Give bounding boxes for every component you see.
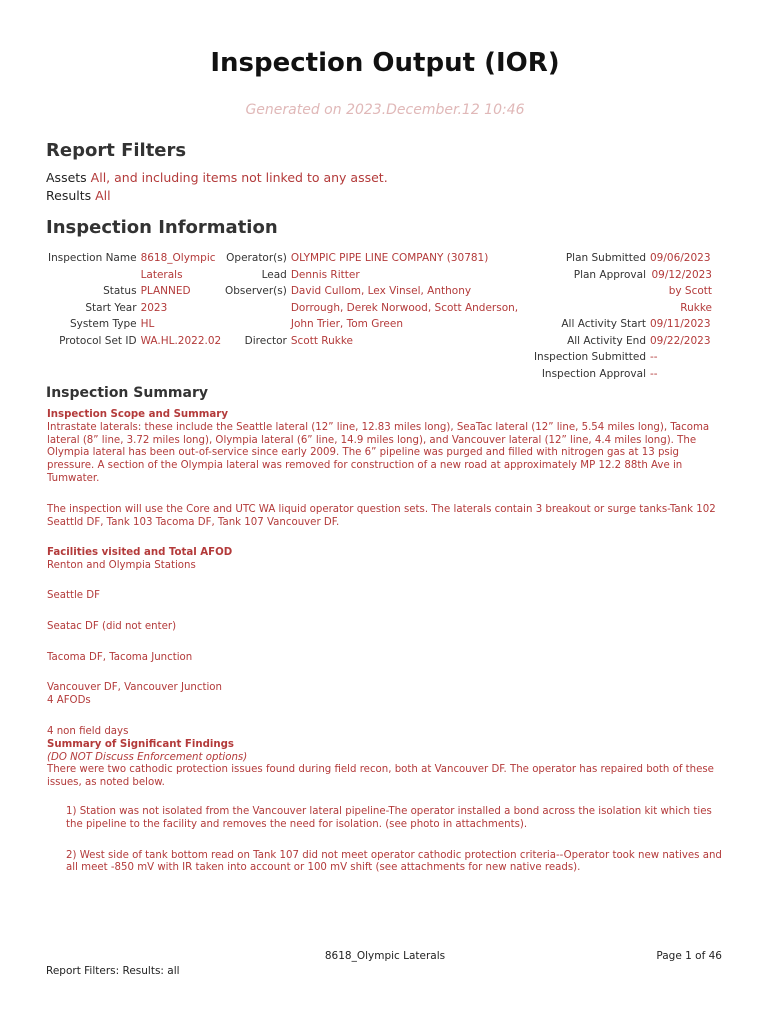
activity-start-value: 09/11/2023 <box>650 318 711 330</box>
findings-heading: Summary of Significant Findings <box>47 738 234 750</box>
info-label: All Activity Start <box>561 318 646 330</box>
info-label: Director <box>244 334 287 347</box>
report-filters-heading: Report Filters <box>46 140 187 161</box>
facility-item: Vancouver DF, Vancouver Junction <box>47 682 222 694</box>
inspection-name-value: 8618_Olympic Laterals <box>140 252 216 281</box>
info-label: Inspection Name <box>48 252 137 264</box>
assets-label: Assets <box>46 170 87 185</box>
footer-report-filters: Report Filters: Results: all <box>46 965 180 977</box>
facilities-heading: Facilities visited and Total AFOD <box>47 547 233 559</box>
protocol-set-value: WA.HL.2022.02 <box>140 334 222 347</box>
finding-item: 1) Station was not isolated from the Vancouver lateral pipeline-The operator installed a bond across the isolation kit which ties the pipeline to the facility and removes the need for isolation. (see photo in attachments). <box>66 805 712 830</box>
info-label: Plan Approval <box>573 268 646 281</box>
start-year-value: 2023 <box>140 301 168 314</box>
results-label: Results <box>46 188 92 203</box>
page-title: Inspection Output (IOR) <box>210 48 560 78</box>
info-label: Operator(s) <box>226 252 287 264</box>
footer-inspection-name: 8618_Olympic Laterals <box>324 950 446 962</box>
generated-timestamp: Generated on 2023.December.12 10:46 <box>245 102 525 118</box>
info-row <box>48 333 221 350</box>
info-row <box>48 283 221 300</box>
finding-item: 2) West side of tank bottom read on Tank 107 did not meet operator cathodic protection criteria--Operator took new natives and all meet -850 mV with IR taken into account or 100 mV shift (see attachments for new native reads). <box>66 849 722 874</box>
info-label: Plan Submitted <box>565 252 646 264</box>
info-label: Start Year <box>85 301 137 314</box>
page-number: Page 1 of 46 <box>656 950 722 962</box>
inspection-summary-body <box>47 409 725 875</box>
inspection-information-heading: Inspection Information <box>46 217 278 238</box>
scope-paragraph: The inspection will use the Core and UTC WA liquid operator question sets. The laterals contain 3 breakout or surge tanks-Tank 102 Seattld DF, Tank 103 Tacoma DF, Tank 107 Vancouver DF. <box>47 503 716 528</box>
info-row <box>48 250 221 283</box>
info-row <box>534 316 712 333</box>
info-column-3 <box>534 250 712 382</box>
lead-value: Dennis Ritter <box>290 268 360 281</box>
system-type-value: HL <box>140 318 155 330</box>
info-row <box>225 250 526 267</box>
results-filter-line <box>46 188 111 203</box>
facility-item: Tacoma DF, Tacoma Junction <box>47 651 193 663</box>
findings-note: (DO NOT Discuss Enforcement options) <box>47 751 248 763</box>
activity-end-value: 09/22/2023 <box>650 334 711 347</box>
results-value: All <box>95 188 111 203</box>
info-row <box>48 300 221 317</box>
operator-value: OLYMPIC PIPE LINE COMPANY (30781) <box>290 252 489 264</box>
facility-item: 4 non field days <box>47 725 129 737</box>
info-row <box>534 267 712 317</box>
status-value: PLANNED <box>140 285 191 297</box>
info-label: Status <box>103 285 137 297</box>
facility-item: Seattle DF <box>47 589 101 601</box>
assets-value: All, and including items not linked to any asset. <box>90 170 388 185</box>
info-label: Protocol Set ID <box>59 334 137 347</box>
facility-item: Seatac DF (did not enter) <box>47 620 177 632</box>
info-column-1 <box>48 250 221 349</box>
scope-heading: Inspection Scope and Summary <box>47 409 228 420</box>
info-label: Inspection Submitted <box>533 351 646 363</box>
info-column-2 <box>225 250 526 349</box>
findings-intro: There were two cathodic protection issues found during field recon, both at Vancouver DF. The operator has repaired both of these issues, as noted below. <box>47 764 714 789</box>
assets-filter-line <box>46 170 388 185</box>
info-label: Observer(s) <box>225 285 287 297</box>
scope-paragraph: Intrastate laterals: these include the Seattle lateral (12” line, 12.83 miles long), SeaTac lateral (12” line, 5.54 miles long), Tacoma lateral (8” line, 3.72 miles long), Olympia lateral (6” line, 14.9 miles long), and Vancouver lateral (12” line, 4.4 miles long). The Olympia lateral has been out-of-service since early 2009. The 6” pipeline was purged and filled with nitrogen gas at 13 psig pressure. A section of the Olympia lateral was removed for construction of a new road at approximately MP 12.2 88th Ave in Tumwater. <box>47 421 710 484</box>
inspection-approval-value: -- <box>650 367 658 380</box>
director-value: Scott Rukke <box>290 334 354 347</box>
facility-item: 4 AFODs <box>47 695 91 707</box>
info-row <box>225 333 526 350</box>
info-row <box>534 333 712 350</box>
info-row <box>534 349 712 366</box>
info-row <box>534 250 712 267</box>
info-row <box>225 283 526 333</box>
plan-approval-value: 09/12/2023 by Scott Rukke <box>651 268 712 314</box>
observers-value: David Cullom, Lex Vinsel, Anthony Dorrough, Derek Norwood, Scott Anderson, John Trier, Tom Green <box>290 285 519 330</box>
plan-submitted-value: 09/06/2023 <box>650 252 711 264</box>
info-row <box>48 316 221 333</box>
info-row <box>225 267 526 284</box>
inspection-summary-heading: Inspection Summary <box>46 385 208 401</box>
info-label: System Type <box>69 318 137 330</box>
info-label: Lead <box>261 268 287 281</box>
info-row <box>534 366 712 383</box>
info-label: All Activity End <box>567 334 646 347</box>
facility-item: Renton and Olympia Stations <box>47 560 196 572</box>
info-label: Inspection Approval <box>541 367 646 380</box>
inspection-submitted-value: -- <box>650 351 658 363</box>
